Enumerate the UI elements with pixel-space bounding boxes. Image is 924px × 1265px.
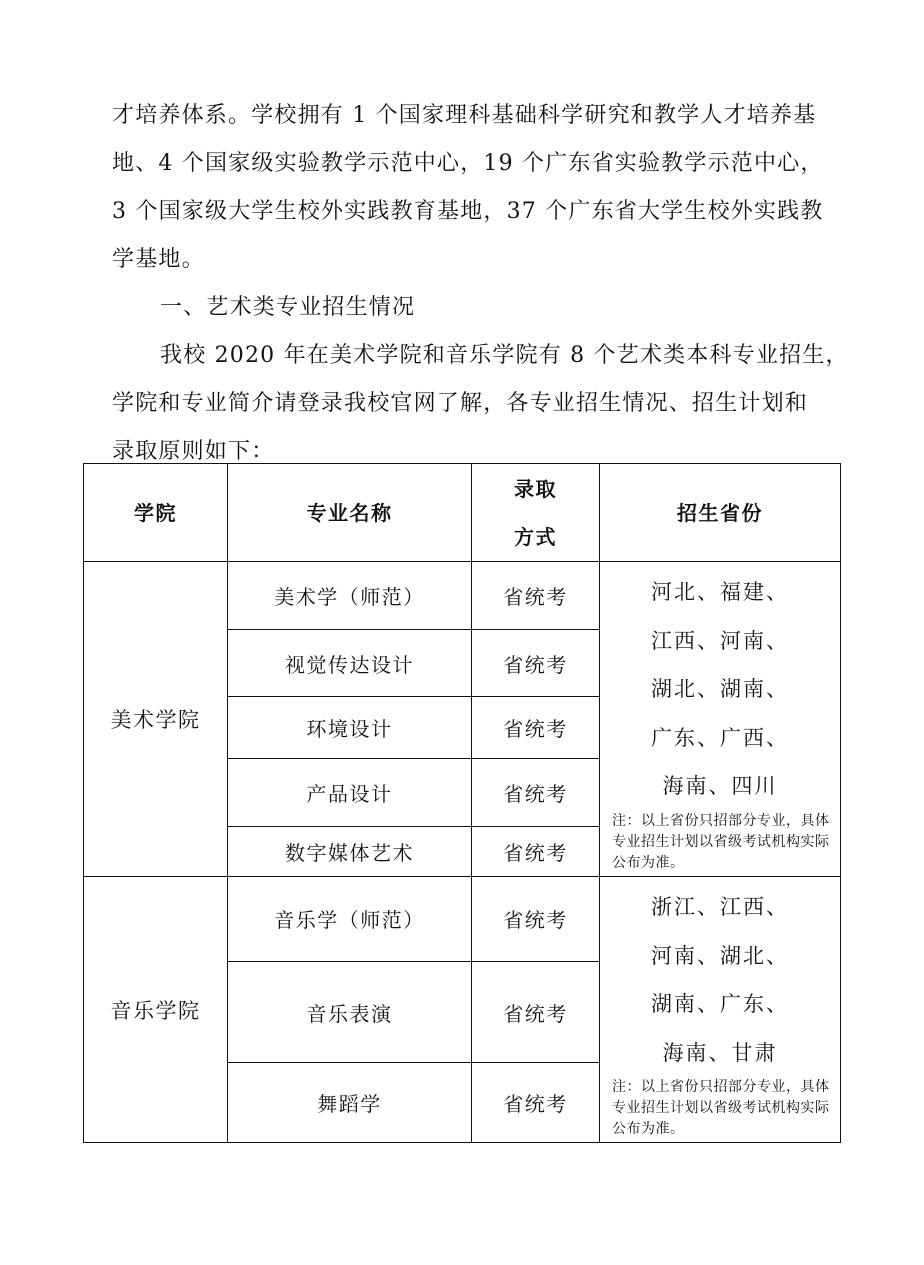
major-cell: 产品设计 [228,759,472,827]
header-college: 学院 [84,464,228,562]
table-header-row [84,464,841,562]
province-line: 河南、湖北、 [651,943,789,968]
major-cell: 音乐表演 [228,961,472,1063]
section-paragraph [112,332,849,476]
method-cell: 省统考 [472,759,600,827]
province-list [600,562,840,811]
header-method-line: 录取 [514,476,557,501]
major-cell: 数字媒体艺术 [228,827,472,877]
province-line: 湖北、湖南、 [651,677,789,701]
section-line: 我校 2020 年在美术学院和音乐学院有 8 个艺术类本科专业招生， [160,343,849,368]
major-cell: 环境设计 [228,697,472,759]
method-cell: 省统考 [472,961,600,1063]
major-cell: 音乐学（师范） [228,877,472,962]
major-cell: 视觉传达设计 [228,630,472,697]
province-line: 海南、甘肃 [662,1040,778,1065]
section-line: 学院和专业简介请登录我校官网了解，各专业招生情况、招生计划和 [112,391,809,416]
province-line: 江西、河南、 [651,628,789,653]
intro-line: 3 个国家级大学生校外实践教育基地，37 个广东省大学生校外实践教 [112,199,824,224]
intro-line: 学基地。 [112,247,205,272]
method-cell: 省统考 [472,630,600,697]
method-cell: 省统考 [472,827,600,877]
method-cell: 省统考 [472,877,600,962]
province-note: 注：以上省份只招部分专业，具体专业招生计划以省级考试机构实际公布为准。 [612,1079,830,1137]
major-cell: 美术学（师范） [228,562,472,630]
college-cell: 音乐学院 [84,877,228,1143]
province-line: 广东、广西、 [651,725,789,750]
method-cell: 省统考 [472,1063,600,1143]
table-row [84,562,841,630]
intro-line: 才培养体系。学校拥有 1 个国家理科基础科学研究和教学人才培养基 [112,103,817,128]
province-line: 湖南、广东、 [651,992,789,1016]
header-major: 专业名称 [228,464,472,562]
intro-line: 地、4 个国家级实验教学示范中心，19 个广东省实验教学示范中心， [112,151,824,176]
major-cell: 舞蹈学 [228,1063,472,1143]
intro-paragraph [112,92,824,284]
college-cell: 美术学院 [84,562,228,877]
province-line: 浙江、江西、 [651,895,789,919]
table-row [84,877,841,962]
header-provinces: 招生省份 [600,464,841,562]
header-method-line: 方式 [514,524,557,549]
method-cell: 省统考 [472,562,600,630]
province-list [600,877,840,1077]
method-cell: 省统考 [472,697,600,759]
provinces-cell [600,877,841,1143]
provinces-cell [600,562,841,877]
section-line: 录取原则如下： [112,439,275,464]
province-line: 河北、福建、 [651,580,789,604]
province-note: 注：以上省份只招部分专业，具体专业招生计划以省级考试机构实际公布为准。 [612,812,830,871]
admission-table [83,463,841,1143]
section-heading: 一、艺术类专业招生情况 [160,295,416,320]
header-method [472,464,600,562]
province-line: 海南、四川 [662,774,778,798]
